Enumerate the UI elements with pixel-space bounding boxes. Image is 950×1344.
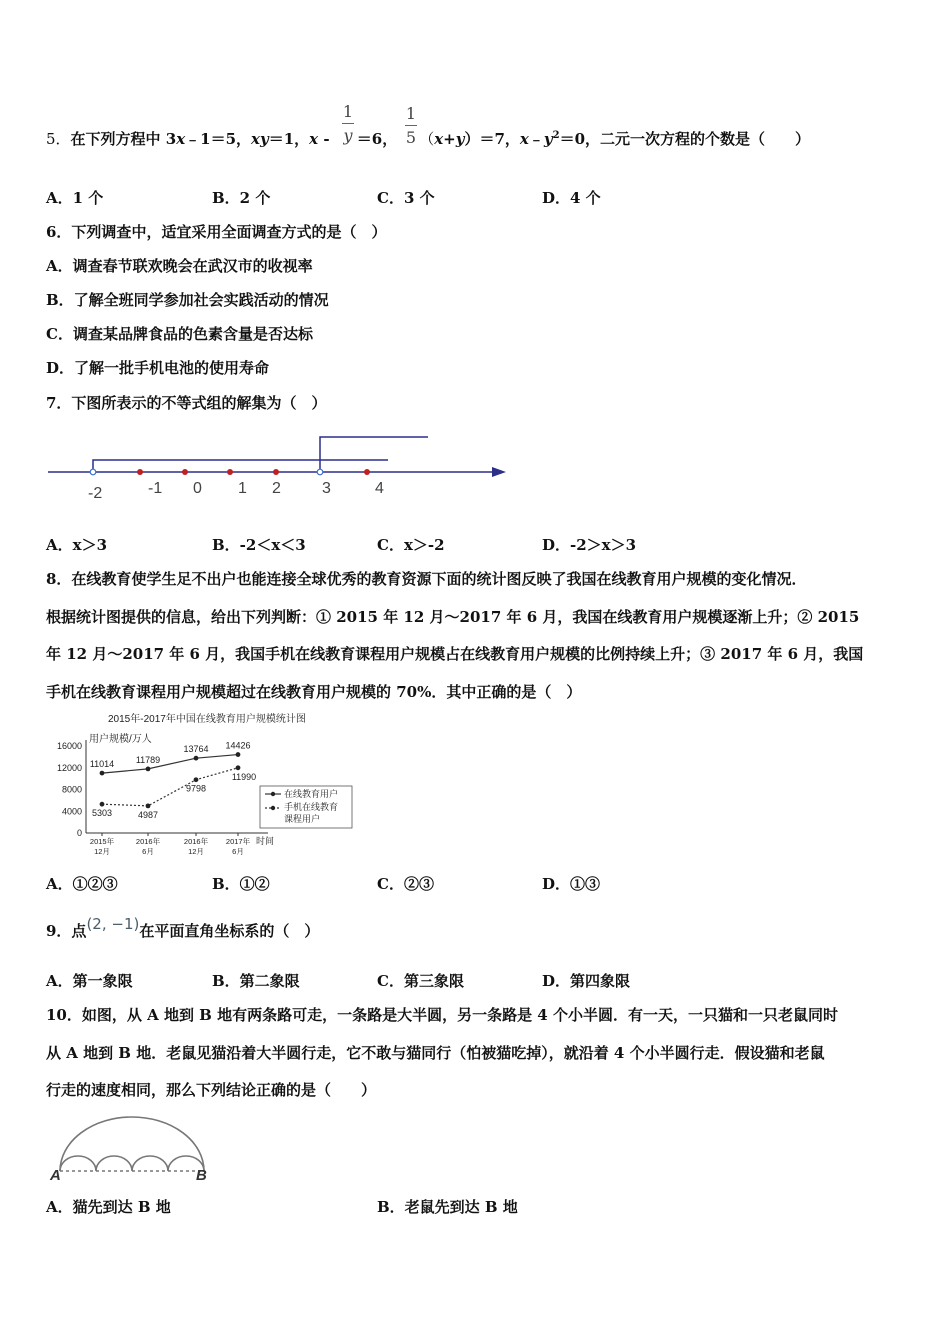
series-line-1	[102, 768, 238, 806]
solution-bracket-x-gt-3	[320, 437, 428, 472]
data-point	[146, 803, 151, 808]
q5-option-b[interactable]: B．2 个	[212, 189, 271, 207]
q9-point: (2, −1)	[86, 915, 140, 933]
solution-bracket-x-gt-minus-2	[93, 460, 388, 472]
legend-label: 手机在线教育	[284, 802, 339, 812]
semicircles-figure	[46, 1108, 218, 1184]
y-tick-label: 12000	[56, 762, 82, 773]
q9-option-a[interactable]: A．第一象限	[46, 972, 133, 990]
x-tick-label: 12月	[188, 847, 204, 856]
x-axis-label: 时间	[256, 836, 275, 846]
q6-option-b[interactable]: B．了解全班同学参加社会实践活动的情况	[46, 291, 329, 309]
q9-option-c[interactable]: C．第三象限	[377, 972, 464, 990]
q10-stem-line-3: 行走的速度相同，那么下列结论正确的是（ ）	[46, 1081, 377, 1099]
number-line-figure	[40, 430, 520, 508]
open-point-3	[317, 469, 323, 475]
q10-stem-line-1: 10．如图，从 A 地到 B 地有两条路可走，一条路是大半圆，另一条路是 4 个小半圆．有一天，一只猫和一只老鼠同时	[46, 1006, 838, 1024]
axis-label: -2	[88, 485, 103, 502]
x-tick-label: 12月	[94, 847, 110, 856]
online-education-line-chart	[46, 710, 366, 862]
legend-marker	[271, 806, 275, 810]
q5-number: 5．	[46, 130, 71, 148]
big-semicircle-path	[60, 1117, 204, 1171]
x-tick-label: 2017年	[225, 837, 251, 846]
legend-label: 课程用户	[284, 814, 321, 824]
q8-stem-line-3: 年 12 月～2017 年 6 月，我国手机在线教育课程用户规模占在线教育用户规模的比例持续上升；③ 2017 年 6 月，我国	[46, 645, 864, 663]
tick-dot-minus-1	[137, 469, 143, 475]
legend-marker	[271, 792, 275, 796]
q8-option-b[interactable]: B．①②	[212, 875, 270, 893]
axis-label: 1	[238, 480, 247, 497]
tick-dot-2	[273, 469, 279, 475]
data-label: 11014	[89, 759, 115, 770]
q6-option-a[interactable]: A．调查春节联欢晚会在武汉市的收视率	[46, 257, 313, 275]
q10-option-b[interactable]: B．老鼠先到达 B 地	[377, 1198, 518, 1216]
q8-stem-line-2: 根据统计图提供的信息，给出下列判断：① 2015 年 12 月～2017 年 6 月，我国在线教育用户规模逐渐上升；② 2015	[46, 608, 860, 626]
tick-dot-4	[364, 469, 370, 475]
q5-option-c[interactable]: C．3 个	[377, 189, 435, 207]
data-point	[194, 777, 199, 782]
y-tick-label: 8000	[61, 784, 82, 795]
point-a-label: A	[50, 1167, 61, 1184]
series-line-0	[102, 755, 238, 774]
q5-option-d[interactable]: D．4 个	[542, 189, 601, 207]
x-tick-label: 2015年	[89, 837, 115, 846]
q8-stem-line-4: 手机在线教育课程用户规模超过在线教育用户规模的 70%．其中正确的是（ ）	[46, 683, 582, 701]
axis-label: 0	[193, 480, 202, 497]
data-point	[146, 766, 151, 771]
open-point-minus-2	[90, 469, 96, 475]
small-semicircle-path	[60, 1156, 204, 1171]
x-tick-label: 6月	[232, 847, 244, 856]
q6-option-c[interactable]: C．调查某品牌食品的色素含量是否达标	[46, 325, 313, 343]
q6-stem: 6．下列调查中，适宜采用全面调查方式的是（ ）	[46, 223, 387, 241]
data-point	[236, 765, 241, 770]
q7-option-b[interactable]: B．-2＜x＜3	[212, 536, 306, 554]
q7-option-d[interactable]: D．-2＞x＞3	[542, 536, 637, 554]
data-label: 4987	[137, 809, 159, 820]
data-label: 13764	[183, 744, 209, 755]
y-tick-label: 16000	[56, 741, 82, 751]
q7-stem: 7．下图所表示的不等式组的解集为（ ）	[46, 394, 327, 412]
axis-label: 4	[375, 480, 384, 497]
x-tick-label: 2016年	[183, 837, 209, 846]
chart-title: 2015年-2017年中国在线教育用户规模统计图	[108, 714, 306, 725]
axis-label: 3	[322, 480, 331, 497]
q5-fraction-1-over-y: 1 y	[342, 102, 354, 145]
data-point	[236, 752, 241, 757]
tick-dot-0	[182, 469, 188, 475]
q6-option-d[interactable]: D．了解一批手机电池的使用寿命	[46, 359, 270, 377]
tick-dot-1	[227, 469, 233, 475]
data-label: 9798	[185, 783, 207, 794]
data-label: 5303	[91, 808, 113, 819]
axis-label: -1	[148, 480, 163, 497]
q9-option-b[interactable]: B．第二象限	[212, 972, 300, 990]
data-point	[194, 756, 199, 761]
data-label: 14426	[225, 740, 251, 751]
q9-stem: 9．点(2, −1)在平面直角坐标系的（ ）	[46, 915, 320, 940]
x-tick-label: 6月	[142, 847, 154, 856]
legend-label: 在线教育用户	[284, 789, 339, 799]
q10-option-a[interactable]: A．猫先到达 B 地	[46, 1198, 171, 1216]
axis-arrow-icon	[492, 467, 506, 477]
point-b-label: B	[196, 1167, 207, 1184]
q8-stem-line-1: 8．在线教育使学生足不出户也能连接全球优秀的教育资源下面的统计图反映了我国在线教育用户规模的变化情况．	[46, 570, 807, 588]
data-point	[100, 771, 105, 776]
axis-label: 2	[272, 480, 281, 497]
y-tick-label: 4000	[61, 806, 82, 817]
q10-stem-line-2: 从 A 地到 B 地．老鼠见猫沿着大半圆行走，它不敢与猫同行（怕被猫吃掉），就沿着 4 个小半圆行走．假设猫和老鼠	[46, 1044, 825, 1062]
y-axis-label: 用户规模/万人	[89, 734, 152, 745]
q5-option-a[interactable]: A．1 个	[46, 189, 104, 207]
q7-option-a[interactable]: A．x＞3	[46, 536, 108, 554]
q8-option-a[interactable]: A．①②③	[46, 875, 118, 893]
data-label: 11990	[231, 771, 257, 782]
x-tick-label: 2016年	[135, 837, 161, 846]
q5-fraction-1-over-5: 1 5	[405, 104, 417, 147]
data-label: 11789	[135, 754, 161, 765]
q9-option-d[interactable]: D．第四象限	[542, 972, 631, 990]
q8-option-d[interactable]: D．①③	[542, 875, 601, 893]
y-tick-label: 0	[76, 828, 82, 838]
q8-option-c[interactable]: C．②③	[377, 875, 434, 893]
data-point	[100, 802, 105, 807]
q5-stem: 5．在下列方程中 3x﹣1＝5，xy＝1，x - ＝6， （x+y）＝7，$x﹣y^2=0$，二元一次方程的个数是（ ）	[46, 130, 811, 148]
q7-option-c[interactable]: C．x＞-2	[377, 536, 445, 554]
